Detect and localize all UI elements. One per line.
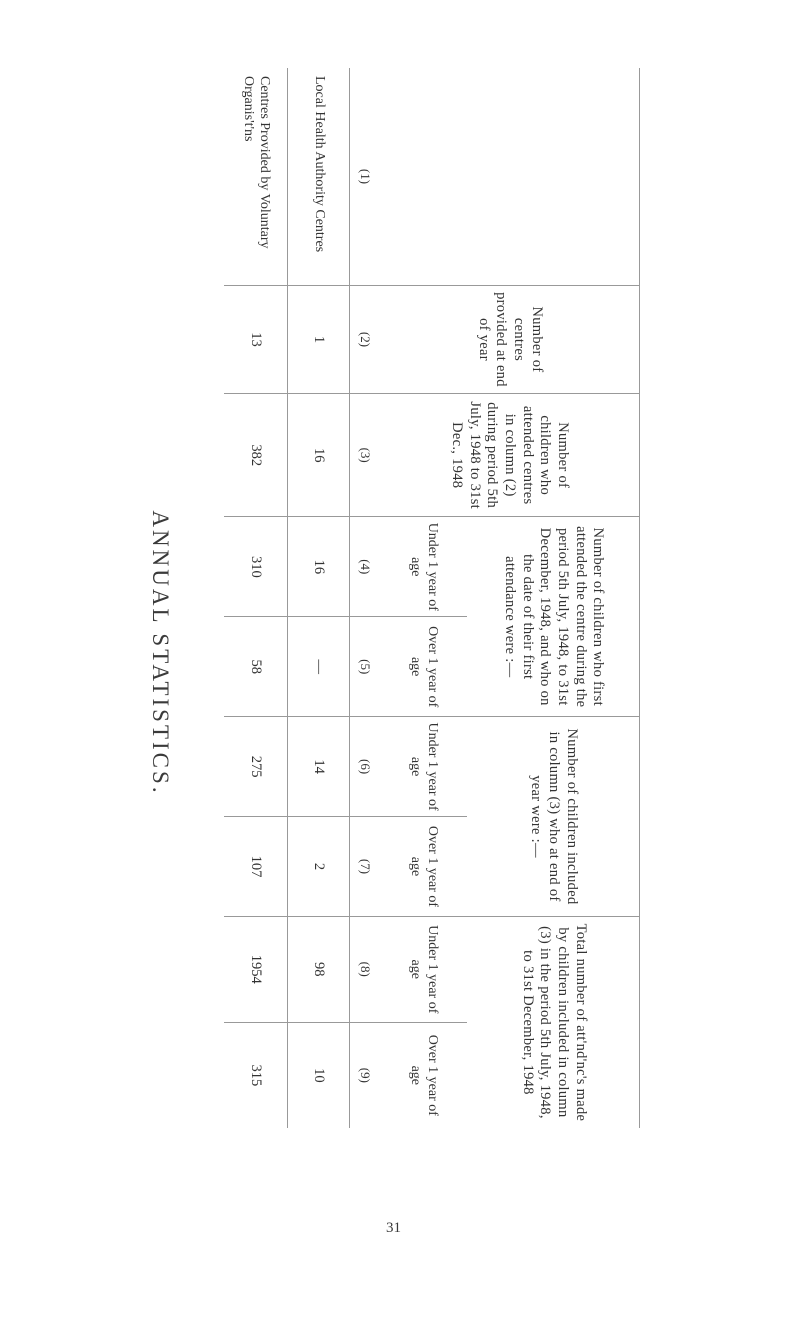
column-number-row <box>350 68 380 1128</box>
cell-value: 107 <box>225 817 288 917</box>
header-centres-provided: Number of centres provided at end of year <box>380 285 640 393</box>
column-number: (8) <box>350 916 380 1022</box>
cell-value: 315 <box>225 1022 288 1128</box>
column-number: (4) <box>350 517 380 617</box>
table-row <box>225 68 288 1128</box>
cell-value: 16 <box>288 394 350 517</box>
cell-value: 1954 <box>225 916 288 1022</box>
subheader-under-1-total: Under 1 year of age <box>380 916 468 1022</box>
table-row <box>288 68 350 1128</box>
header-end-of-year: Number of children included in column (3) who at end of year were :— <box>468 717 640 917</box>
cell-value: 16 <box>288 517 350 617</box>
cell-value: 310 <box>225 517 288 617</box>
column-number: (2) <box>350 285 380 393</box>
group-header-row <box>468 68 640 1128</box>
cell-value: 10 <box>288 1022 350 1128</box>
subheader-under-1-end: Under 1 year of age <box>380 717 468 817</box>
column-number: (7) <box>350 817 380 917</box>
column-number: (5) <box>350 617 380 717</box>
cell-value: — <box>288 617 350 717</box>
cell-value: 1 <box>288 285 350 393</box>
subheader-over-1-first: Over 1 year of age <box>380 617 468 717</box>
cell-value: 58 <box>225 617 288 717</box>
cell-value: 275 <box>225 717 288 817</box>
statistics-table <box>225 68 641 1128</box>
page-heading-text: ANNUAL STATISTICS. <box>148 510 173 796</box>
column-number: (1) <box>350 68 380 285</box>
header-total-attendances: Total number of att'nd'nc's made by children included in column (3) in the period 5th July, 1948, to 31st December, 1948 <box>468 916 640 1128</box>
row-label-header <box>380 68 640 285</box>
subheader-over-1-end: Over 1 year of age <box>380 817 468 917</box>
row-label: Local Health Authority Centres <box>288 68 350 285</box>
cell-value: 98 <box>288 916 350 1022</box>
statistics-table-container <box>225 68 640 1128</box>
column-number: (3) <box>350 394 380 517</box>
page-number: 31 <box>386 1220 401 1236</box>
cell-value: 14 <box>288 717 350 817</box>
column-number: (9) <box>358 1067 374 1083</box>
cell-value: 13 <box>225 285 288 393</box>
cell-value: 2 <box>288 817 350 917</box>
header-first-attended: Number of children who first attended the centre during the period 5th July, 1948, to 31st December, 1948, and who on the date of their first attendance were :— <box>468 517 640 717</box>
row-label: Centres Provided by Voluntary Organis't'ns <box>225 68 288 285</box>
column-number: (6) <box>350 717 380 817</box>
subheader-over-1-total: Over 1 year of age <box>408 1034 440 1116</box>
subheader-under-1-first: Under 1 year of age <box>380 517 468 617</box>
page-heading <box>128 508 192 798</box>
cell-value: 382 <box>225 394 288 517</box>
rotated-table <box>225 68 640 1128</box>
header-children-attended: Number of children who attended centres in column (2) during period 5th July, 1948 to 31st Dec., 1948 <box>380 394 640 517</box>
